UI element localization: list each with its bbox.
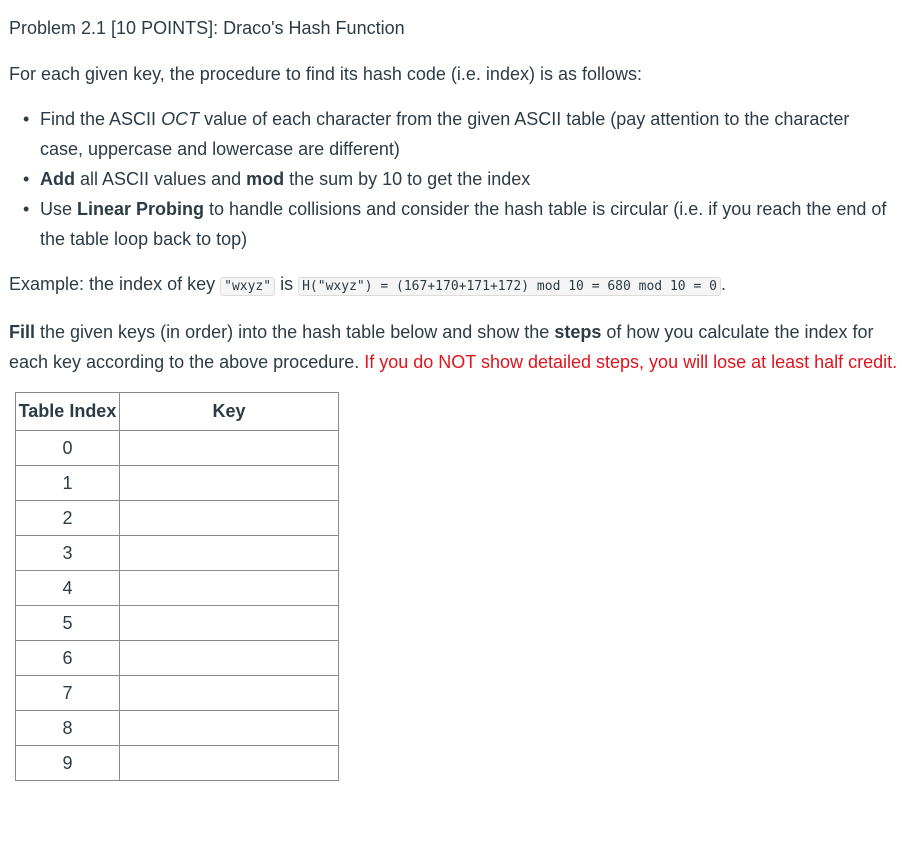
- intro-text: For each given key, the procedure to find its hash code (i.e. index) is as follows:: [9, 64, 642, 84]
- steps-bold: steps: [554, 322, 602, 342]
- bullet-icon: •: [23, 169, 30, 189]
- row-index: 5: [16, 606, 120, 641]
- row-key-cell[interactable]: [120, 676, 339, 711]
- table-row: [16, 536, 339, 571]
- bullet-icon: •: [23, 199, 30, 219]
- row-index: 2: [16, 501, 120, 536]
- example-formula-code: H("wxyz") = (167+170+171+172) mod 10 = 680 mod 10 = 0: [298, 277, 721, 296]
- row-key-cell[interactable]: [120, 571, 339, 606]
- fill-text-2: of how you calculate the index for each key according to the above procedure.: [9, 322, 874, 372]
- problem-title: Problem 2.1 [10 POINTS]: Draco's Hash Function: [9, 18, 405, 38]
- row-index: 4: [16, 571, 120, 606]
- procedure-step-3: [23, 194, 902, 254]
- key-header: Key: [120, 393, 339, 431]
- step2-mid: all ASCII values and: [75, 169, 247, 189]
- procedure-list: [9, 104, 902, 254]
- step3-linear-probing: Linear Probing: [77, 199, 205, 219]
- example-pre: Example: the index of key: [9, 274, 221, 294]
- table-row: [16, 746, 339, 781]
- row-index: 8: [16, 711, 120, 746]
- table-row: [16, 641, 339, 676]
- row-index: 9: [16, 746, 120, 781]
- table-row: [16, 431, 339, 466]
- row-key-cell[interactable]: [120, 536, 339, 571]
- step1-pre: Find the ASCII: [40, 109, 162, 129]
- table-row: [16, 676, 339, 711]
- procedure-step-2: [23, 164, 902, 194]
- bullet-icon: •: [23, 109, 30, 129]
- example-text: [9, 269, 902, 302]
- row-key-cell[interactable]: [120, 711, 339, 746]
- row-index: 7: [16, 676, 120, 711]
- row-index: 6: [16, 641, 120, 676]
- row-index: 0: [16, 431, 120, 466]
- row-key-cell[interactable]: [120, 466, 339, 501]
- table-row: [16, 606, 339, 641]
- row-key-cell[interactable]: [120, 501, 339, 536]
- step1-post: value of each character from the given ASCII table (pay attention to the character case, uppercase and lowercase are different): [40, 109, 850, 159]
- hash-table-header-row: [16, 393, 339, 431]
- procedure-step-1: [23, 104, 902, 164]
- row-key-cell[interactable]: [120, 641, 339, 676]
- row-key-cell[interactable]: [120, 431, 339, 466]
- step2-mod: mod: [246, 169, 285, 189]
- table-index-header: Table Index: [16, 393, 120, 431]
- hash-table: [15, 392, 339, 781]
- step3-post: to handle collisions and consider the hash table is circular (i.e. if you reach the end of the table loop back to top): [40, 199, 887, 249]
- step2-add: Add: [40, 169, 75, 189]
- step1-oct: OCT: [161, 109, 200, 129]
- table-row: [16, 571, 339, 606]
- row-index: 3: [16, 536, 120, 571]
- table-row: [16, 711, 339, 746]
- example-mid: is: [275, 274, 299, 294]
- fill-instructions: [9, 317, 902, 377]
- step3-pre: Use: [40, 199, 78, 219]
- row-key-cell[interactable]: [120, 746, 339, 781]
- row-index: 1: [16, 466, 120, 501]
- fill-bold: Fill: [9, 322, 35, 342]
- row-key-cell[interactable]: [120, 606, 339, 641]
- example-key-code: "wxyz": [220, 277, 275, 296]
- example-post: .: [720, 274, 726, 294]
- step2-post: the sum by 10 to get the index: [284, 169, 531, 189]
- table-row: [16, 501, 339, 536]
- table-row: [16, 466, 339, 501]
- credit-warning: If you do NOT show detailed steps, you will lose at least half credit.: [364, 352, 898, 372]
- fill-text-1: the given keys (in order) into the hash table below and show the: [35, 322, 555, 342]
